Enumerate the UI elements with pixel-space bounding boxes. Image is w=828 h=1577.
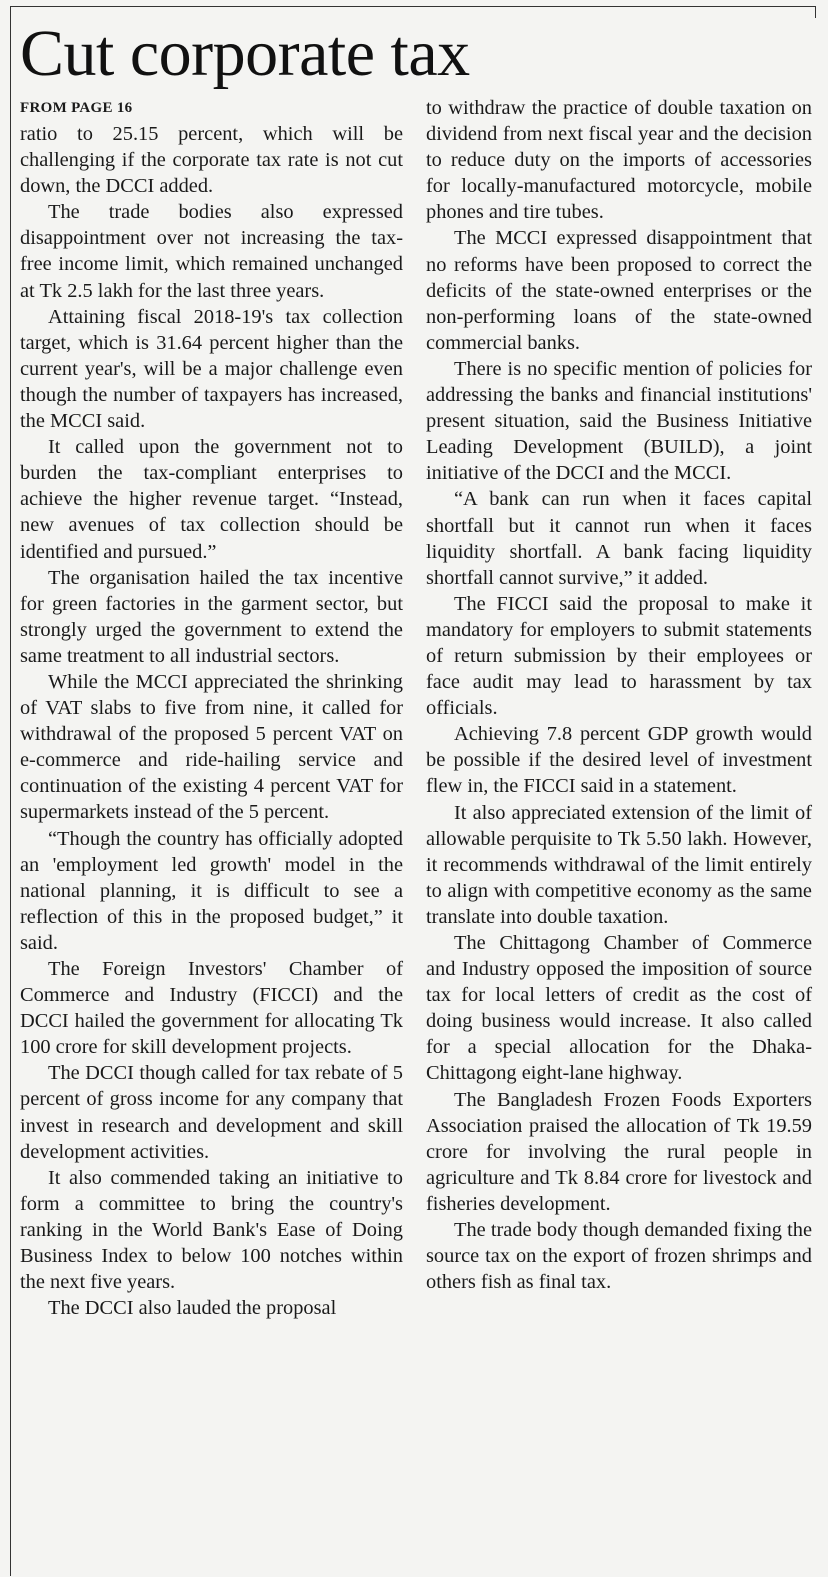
- paragraph: The organisation hailed the tax incentive for green factories in the garment sector, but strongly urged the government to extend the same treatment to all industrial sectors.: [20, 566, 403, 667]
- paragraph: The Foreign Investors' Chamber of Commerce and Industry (FICCI) and the DCCI hailed the government for allocating Tk 100 crore for skill development projects.: [20, 958, 403, 1059]
- paragraph: While the MCCI appreciated the shrinking of VAT slabs to five from nine, it called for withdrawal of the proposed 5 percent VAT on e-commerce and ride-hailing service and continuation of the existing 4 percent VAT for supermarkets instead of the 5 percent.: [20, 670, 403, 824]
- paragraph: The Chittagong Chamber of Commerce and Industry opposed the imposition of source tax for local letters of credit as the cost of doing business would increase. It also called for a special allocation for the Dhaka-Chittagong eight-lane highway.: [426, 932, 812, 1085]
- top-rule: [10, 6, 816, 7]
- paragraph: ratio to 25.15 percent, which will be challenging if the corporate tax rate is not cut down, the DCCI added.: [20, 123, 403, 198]
- paragraph: “A bank can run when it faces capital shortfall but it cannot run when it faces liquidity shortfall. A bank facing liquidity shortfall cannot survive,” it added.: [426, 488, 812, 589]
- paragraph: It called upon the government not to burden the tax-compliant enterprises to achieve the higher revenue target. “Instead, new avenues of tax collection should be identified and pursued.”: [20, 436, 403, 563]
- paragraph: The FICCI said the proposal to make it mandatory for employers to submit statements of return submission by their employees or face audit may lead to harassment by tax officials.: [426, 592, 812, 720]
- paragraph: “Though the country has officially adopted an 'employment led growth' model in the national planning, it is difficult to see a reflection of this in the proposed budget,” it said.: [20, 827, 403, 954]
- paragraph: The DCCI also lauded the proposal: [48, 1297, 337, 1320]
- right-rule: [815, 6, 816, 18]
- paragraph: The trade body though demanded fixing the source tax on the export of frozen shrimps and others fish as final tax.: [426, 1219, 812, 1294]
- left-rule: [10, 6, 11, 1576]
- paragraph: It also appreciated extension of the limit of allowable perquisite to Tk 5.50 lakh. However, it recommends withdrawal of the limit entirely to align with competitive economy as the same translate into double taxation.: [426, 801, 812, 928]
- paragraph: Achieving 7.8 percent GDP growth would be possible if the desired level of investment flew in, the FICCI said in a statement.: [426, 723, 812, 798]
- paragraph: The trade bodies also expressed disappointment over not increasing the tax-free income limit, which remained unchanged at Tk 2.5 lakh for the last three years.: [20, 201, 403, 302]
- left-column: [20, 121, 403, 1321]
- headline: Cut corporate tax: [20, 17, 470, 90]
- paragraph: There is no specific mention of policies for addressing the banks and financial institutions' present situation, said the Business Initiative Leading Development (BUILD), a joint initiative of the DCCI and the MCCI.: [426, 357, 812, 485]
- paragraph: Attaining fiscal 2018-19's tax collection target, which is 31.64 percent higher than the current year's, will be a major challenge even though the number of taxpayers has increased, the MCCI said.: [20, 305, 403, 433]
- paragraph: The MCCI expressed disappointment that no reforms have been proposed to correct the deficits of the state-owned enterprises or the non-performing loans of the state-owned commercial banks.: [426, 227, 812, 354]
- jump-label: FROM PAGE 16: [20, 100, 133, 116]
- paragraph: to withdraw the practice of double taxation on dividend from next fiscal year and the decision to reduce duty on the imports of accessories for locally-manufactured motorcycle, mobile phones and tire tubes.: [426, 97, 812, 224]
- right-column: [426, 95, 812, 1295]
- paragraph: It also commended taking an initiative to form a committee to bring the country's ranking in the World Bank's Ease of Doing Business Index to below 100 notches within the next five years.: [20, 1166, 403, 1294]
- paragraph: The Bangladesh Frozen Foods Exporters Association praised the allocation of Tk 19.59 crore for involving the rural people in agriculture and Tk 8.84 crore for livestock and fisheries development.: [426, 1088, 812, 1215]
- paragraph: The DCCI though called for tax rebate of 5 percent of gross income for any company that invest in research and development and skill development activities.: [20, 1062, 403, 1163]
